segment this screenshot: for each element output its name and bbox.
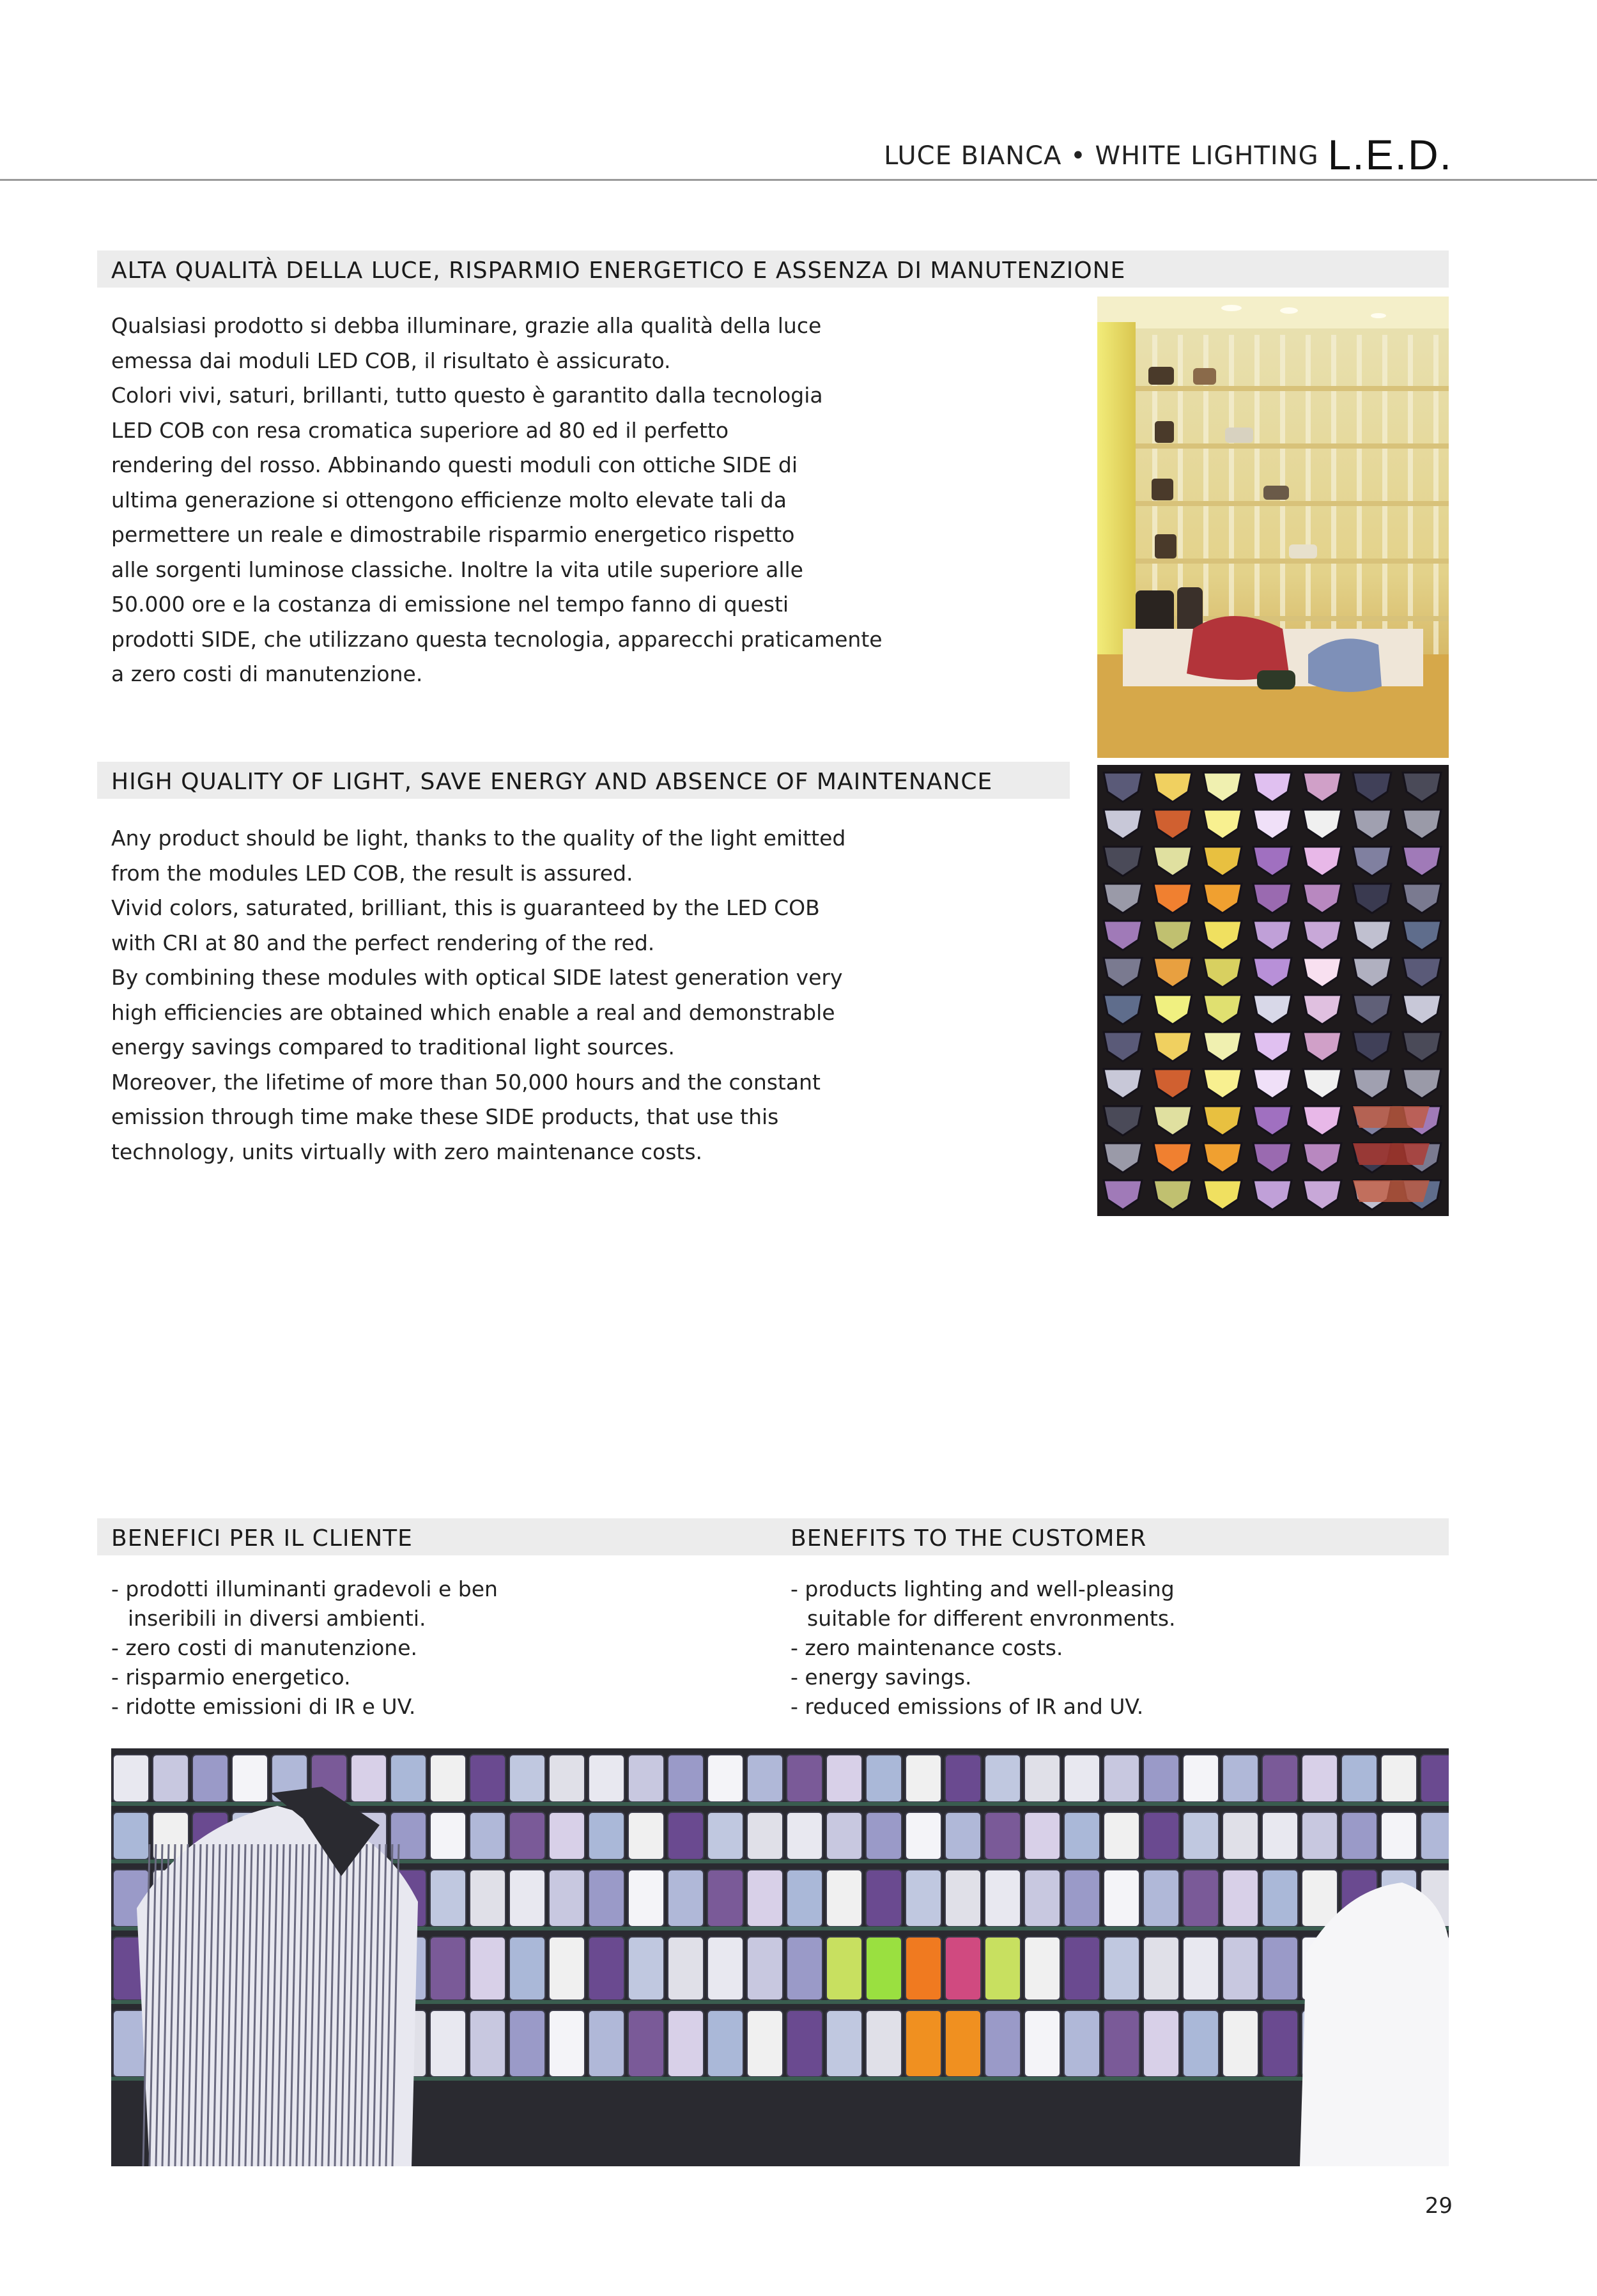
benefits-it-heading: BENEFICI PER IL CLIENTE — [111, 1525, 413, 1552]
paragraph-line: rendering del rosso. Abbinando questi moduli con ottiche SIDE di — [111, 452, 798, 477]
benefits-en-heading: BENEFITS TO THE CUSTOMER — [791, 1525, 1147, 1552]
list-item: - zero maintenance costs. — [791, 1635, 1063, 1660]
paragraph-line: Any product should be light, thanks to the quality of the light emitted — [111, 826, 846, 851]
paragraph-line: energy savings compared to traditional light sources. — [111, 1035, 675, 1059]
paragraph-line: permettere un reale e dimostrabile risparmio energetico rispetto — [111, 522, 795, 547]
section-it-heading-band — [97, 250, 1449, 288]
list-item: - prodotti illuminanti gradevoli e ben — [111, 1576, 498, 1601]
benefits-it-list — [111, 1575, 498, 1722]
paragraph-line: high efficiencies are obtained which enable a real and demonstrable — [111, 999, 835, 1025]
list-item: - ridotte emissioni di IR e UV. — [111, 1694, 416, 1719]
shoe-store-photo — [1097, 297, 1449, 758]
ties-display-photo — [1097, 765, 1449, 1216]
benefits-en-list — [791, 1575, 1176, 1722]
paragraph-line: 50.000 ore e la costanza di emissione nel tempo fanno di questi — [111, 592, 789, 617]
paragraph-line: LED COB con resa cromatica superiore ad 80 ed il perfetto — [111, 417, 729, 443]
list-item: - energy savings. — [791, 1665, 972, 1690]
list-item-continuation: suitable for different envronments. — [807, 1606, 1176, 1631]
running-header — [884, 125, 1453, 176]
paragraph-line: Moreover, the lifetime of more than 50,000 hours and the constant — [111, 1069, 821, 1095]
paragraph-line: alle sorgenti luminose classiche. Inoltre la vita utile superiore alle — [111, 557, 803, 582]
section-en-heading-band — [97, 762, 1070, 799]
paragraph-line: with CRI at 80 and the perfect rendering of the red. — [111, 930, 655, 955]
section-it-paragraph — [111, 309, 883, 692]
paragraph-line: a zero costi di manutenzione. — [111, 661, 423, 686]
paragraph-line: prodotti SIDE, che utilizzano questa tecnologia, apparecchi praticamente — [111, 626, 883, 652]
header-divider — [0, 179, 1597, 181]
paragraph-line: emessa dai moduli LED COB, il risultato è assicurato. — [111, 348, 671, 373]
paragraph-line: Qualsiasi prodotto si debba illuminare, grazie alla qualità della luce — [111, 313, 822, 338]
section-en-heading: HIGH QUALITY OF LIGHT, SAVE ENERGY AND ABSENCE OF MAINTENANCE — [111, 769, 993, 795]
header-subtitle: LUCE BIANCA • WHITE LIGHTING — [884, 141, 1319, 171]
header-brand: L.E.D. — [1327, 131, 1453, 178]
list-item: - products lighting and well-pleasing — [791, 1576, 1175, 1601]
paragraph-line: Vivid colors, saturated, brilliant, this is guaranteed by the LED COB — [111, 895, 820, 920]
list-item: - risparmio energetico. — [111, 1665, 351, 1690]
list-item: - reduced emissions of IR and UV. — [791, 1694, 1144, 1719]
benefits-heading-band — [97, 1518, 1449, 1555]
section-it-heading: ALTA QUALITÀ DELLA LUCE, RISPARMIO ENERGETICO E ASSENZA DI MANUTENZIONE — [111, 258, 1126, 284]
list-item-continuation: inseribili in diversi ambienti. — [128, 1606, 426, 1631]
paragraph-line: Colori vivi, saturi, brillanti, tutto questo è garantito dalla tecnologia — [111, 383, 823, 408]
paragraph-line: from the modules LED COB, the result is assured. — [111, 860, 633, 886]
paragraph-line: By combining these modules with optical SIDE latest generation very — [111, 965, 843, 990]
page-number: 29 — [1424, 2193, 1453, 2219]
list-item: - zero costi di manutenzione. — [111, 1635, 418, 1660]
section-en-paragraph — [111, 821, 845, 1169]
paragraph-line: technology, units virtually with zero maintenance costs. — [111, 1139, 703, 1164]
paragraph-line: emission through time make these SIDE products, that use this — [111, 1104, 779, 1129]
paragraph-line: ultima generazione si ottengono efficienze molto elevate tali da — [111, 487, 787, 512]
shirts-store-photo — [111, 1748, 1449, 2166]
